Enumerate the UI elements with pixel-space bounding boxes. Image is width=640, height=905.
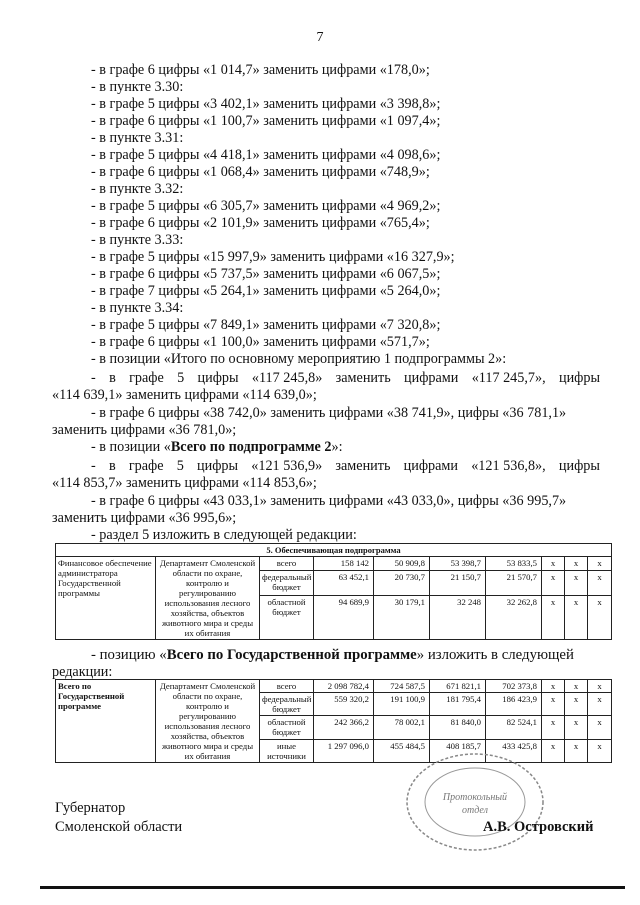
text-line: - в графе 5 цифры «4 418,1» заменить цифрами «4 098,6»; [91, 147, 441, 163]
value-cell: 32 262,8 [486, 596, 542, 640]
x-cell: x [588, 693, 612, 716]
text-line: - в графе 6 цифры «1 014,7» заменить цифрами «178,0»; [91, 62, 430, 78]
row-title: Финансовое обеспечение администратора Государственной программы [56, 557, 156, 640]
text-line: - в графе 6 цифры «2 101,9» заменить цифрами «765,4»; [91, 215, 430, 231]
x-cell: x [588, 680, 612, 693]
value-cell: 20 730,7 [374, 571, 430, 596]
x-cell: x [588, 739, 612, 762]
source-label: областной бюджет [260, 716, 314, 739]
source-label: областной бюджет [260, 596, 314, 640]
word: - [91, 370, 96, 386]
word: цифры [558, 458, 600, 474]
value-cell: 559 320,2 [314, 693, 374, 716]
text-line: - в графе 5 цифры «3 402,1» заменить цифрами «3 398,8»; [91, 96, 441, 112]
x-cell: x [542, 739, 565, 762]
x-cell: x [588, 571, 612, 596]
text-line: - в позиции «Итого по основному мероприятию 1 подпрограммы 2»: [91, 351, 507, 367]
stamp-text: Протокольный [442, 792, 508, 803]
x-cell: x [565, 680, 588, 693]
bold-fragment: Всего по подпрограмме 2 [170, 439, 332, 455]
value-cell: 408 185,7 [430, 739, 486, 762]
x-cell: x [565, 596, 588, 640]
word: графе [128, 458, 164, 474]
x-cell: x [542, 716, 565, 739]
value-cell: 242 366,2 [314, 716, 374, 739]
page-bottom-rule [40, 886, 625, 889]
text-line: - в графе 6 цифры «5 737,5» заменить цифрами «6 067,5»; [91, 266, 441, 282]
text-line: - в графе 5 цифры «15 997,9» заменить цифрами «16 327,9»; [91, 249, 455, 265]
text-line: «114 639,1» заменить цифрами «114 639,0»; [52, 387, 317, 403]
source-label: федеральный бюджет [260, 693, 314, 716]
administrator-cell: Департамент Смоленской области по охране, контролю и регулированию использования лесного хозяйства, объектов животного мира и среды их обитания [156, 557, 260, 640]
word: цифрами [404, 370, 459, 386]
word: «117 245,8» [251, 370, 323, 386]
value-cell: 82 524,1 [486, 716, 542, 739]
signatory-title: Губернатор [55, 800, 126, 816]
value-cell: 455 484,5 [374, 739, 430, 762]
text-line: - в пункте 3.33: [91, 232, 184, 248]
value-cell: 671 821,1 [430, 680, 486, 693]
x-cell: x [542, 571, 565, 596]
text-fragment [91, 647, 574, 664]
source-label: федеральный бюджет [260, 571, 314, 596]
x-cell: x [542, 557, 565, 571]
justified-line [91, 458, 600, 475]
x-cell: x [542, 693, 565, 716]
x-cell: x [588, 557, 612, 571]
x-cell: x [588, 716, 612, 739]
word: «117 245,7», [471, 370, 546, 386]
value-cell: 63 452,1 [314, 571, 374, 596]
word: цифры [558, 370, 600, 386]
x-cell: x [565, 739, 588, 762]
text-line: - в пункте 3.32: [91, 181, 184, 197]
signatory-title: Смоленской области [55, 819, 183, 835]
value-cell: 433 425,8 [486, 739, 542, 762]
source-label: всего [260, 680, 314, 693]
word: 5 [177, 370, 185, 386]
page-number: 7 [316, 30, 324, 45]
word: 5 [176, 458, 184, 474]
word: «121 536,9» [251, 458, 323, 474]
text-line-bold-insert [91, 439, 343, 456]
value-cell: 702 373,8 [486, 680, 542, 693]
text-line: - раздел 5 изложить в следующей редакции: [91, 527, 357, 543]
word: заменить [335, 458, 391, 474]
x-cell: x [565, 716, 588, 739]
word: «121 536,8», [471, 458, 546, 474]
word: - [91, 458, 96, 474]
text-line: - в пункте 3.30: [91, 79, 184, 95]
value-cell: 181 795,4 [430, 693, 486, 716]
text-line: - в графе 7 цифры «5 264,1» заменить цифрами «5 264,0»; [91, 283, 441, 299]
text-line: - в графе 6 цифры «43 033,1» заменить цифрами «43 033,0», цифры «36 995,7» [91, 493, 567, 509]
x-cell: x [565, 571, 588, 596]
text-line: - в графе 6 цифры «38 742,0» заменить цифрами «38 741,9», цифры «36 781,1» [91, 405, 567, 421]
text-line: - в графе 6 цифры «1 100,7» заменить цифрами «1 097,4»; [91, 113, 441, 129]
x-cell: x [542, 596, 565, 640]
source-label: всего [260, 557, 314, 571]
value-cell: 21 150,7 [430, 571, 486, 596]
official-stamp [395, 750, 545, 860]
value-cell: 158 142 [314, 557, 374, 571]
administrator-cell: Департамент Смоленской области по охране, контролю и регулированию использования лесного хозяйства, объектов животного мира и среды их обитания [156, 680, 260, 763]
subprogram-5-table [55, 543, 612, 640]
word: заменить [335, 370, 391, 386]
text-line: - в графе 6 цифры «1 068,4» заменить цифрами «748,9»; [91, 164, 430, 180]
text-line: заменить цифрами «36 781,0»; [52, 422, 237, 438]
word: цифры [197, 370, 239, 386]
text-fragment: »: [331, 439, 343, 455]
word: в [109, 370, 116, 386]
word: цифрами [403, 458, 458, 474]
value-cell: 186 423,9 [486, 693, 542, 716]
text-fragment: - в позиции « [91, 439, 171, 455]
value-cell: 191 100,9 [374, 693, 430, 716]
text-line: - в пункте 3.34: [91, 300, 184, 316]
value-cell: 50 909,8 [374, 557, 430, 571]
x-cell: x [565, 693, 588, 716]
value-cell: 21 570,7 [486, 571, 542, 596]
value-cell: 32 248 [430, 596, 486, 640]
text-line: - в графе 5 цифры «7 849,1» заменить цифрами «7 320,8»; [91, 317, 441, 333]
value-cell: 94 689,9 [314, 596, 374, 640]
value-cell: 53 398,7 [430, 557, 486, 571]
signatory-name: А.В. Островский [483, 819, 594, 835]
row-title: Всего по Государственной программе [56, 680, 156, 763]
value-cell: 78 002,1 [374, 716, 430, 739]
value-cell: 30 179,1 [374, 596, 430, 640]
text-fragment: - позицию « [91, 647, 167, 663]
x-cell: x [565, 557, 588, 571]
text-line: «114 853,7» заменить цифрами «114 853,6»; [52, 475, 317, 491]
text-line: заменить цифрами «36 995,6»; [52, 510, 237, 526]
text-line-bold-insert [91, 647, 600, 664]
value-cell: 1 297 096,0 [314, 739, 374, 762]
text-fragment: » изложить в следующей [416, 647, 574, 663]
bold-fragment: Всего по Государственной программе [166, 647, 417, 663]
value-cell: 724 587,5 [374, 680, 430, 693]
justified-line [91, 370, 600, 387]
x-cell: x [588, 596, 612, 640]
stamp-text: отдел [462, 805, 488, 816]
word: графе [129, 370, 164, 386]
text-line: редакции: [52, 664, 113, 680]
source-label: иные источники [260, 739, 314, 762]
x-cell: x [542, 680, 565, 693]
value-cell: 53 833,5 [486, 557, 542, 571]
text-line: - в графе 6 цифры «1 100,0» заменить цифрами «571,7»; [91, 334, 430, 350]
text-line: - в пункте 3.31: [91, 130, 184, 146]
value-cell: 2 098 782,4 [314, 680, 374, 693]
word: цифры [197, 458, 239, 474]
value-cell: 81 840,0 [430, 716, 486, 739]
table-section-header: 5. Обеспечивающая подпрограмма [56, 544, 612, 557]
word: в [108, 458, 116, 474]
text-line: - в графе 5 цифры «6 305,7» заменить цифрами «4 969,2»; [91, 198, 441, 214]
